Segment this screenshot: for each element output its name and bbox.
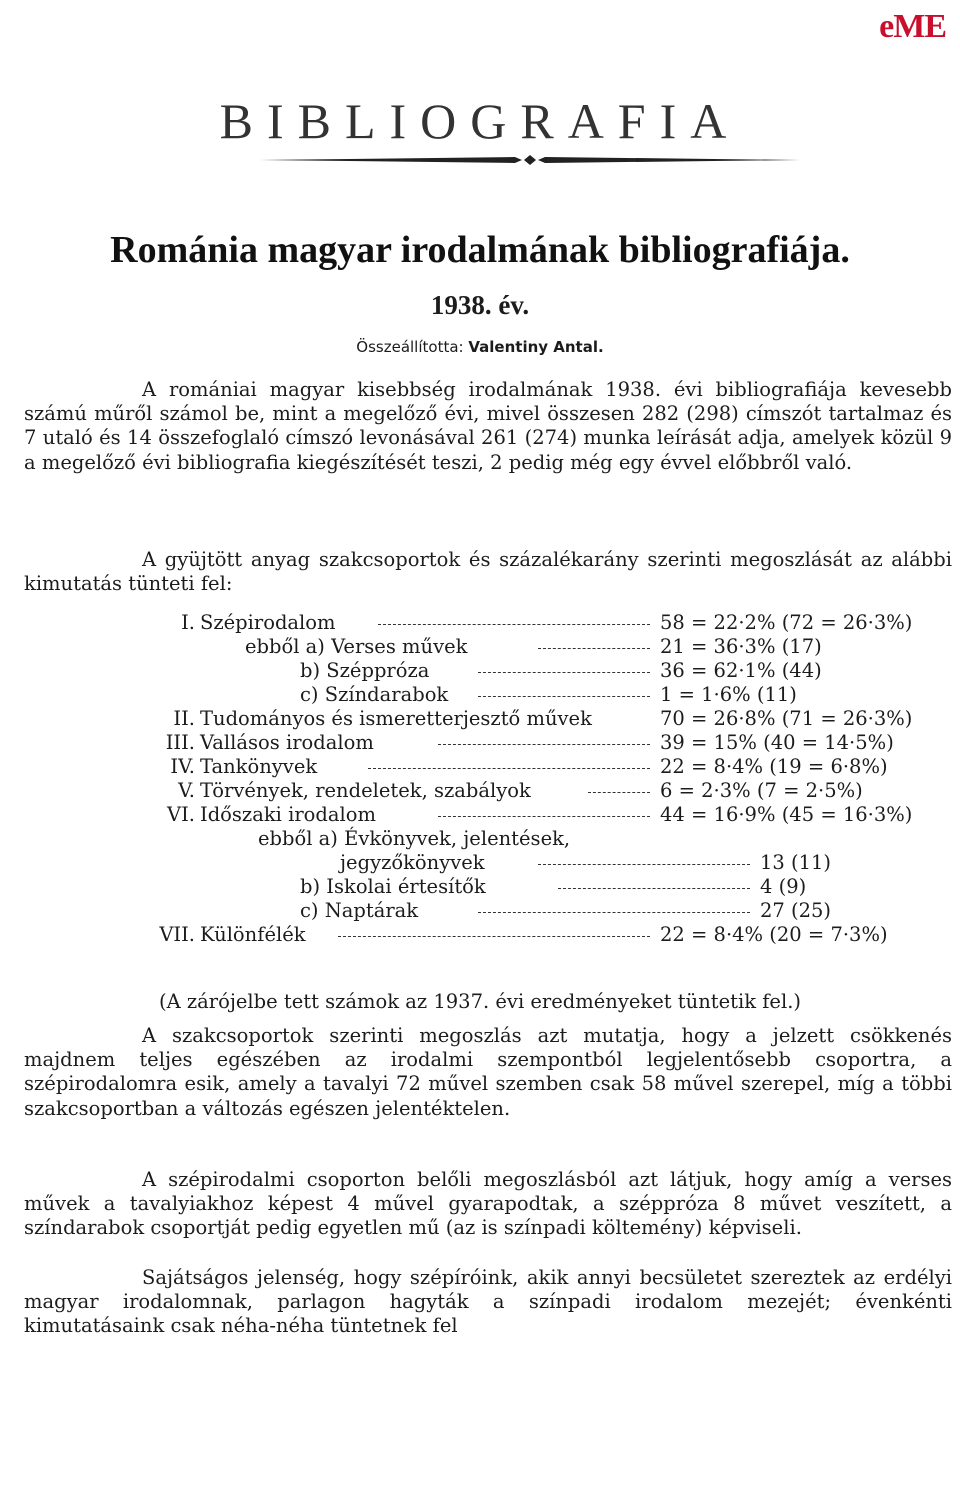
row-label: c) Színdarabok xyxy=(300,683,449,706)
table-row xyxy=(0,707,960,731)
paragraph-4: A szépirodalmi csoporton belőli megoszlásból azt látjuk, hogy amíg a verses művek a tavalyiakhoz képest 4 művel gyarapodtak, a széppróza 8 művet veszített, a színdarabok csoportját pedig egyetlen mű (az is színpadi költemény) képviseli. xyxy=(24,1168,952,1240)
ornamental-rule xyxy=(260,154,800,166)
row-value: 70 = 26·8% (71 = 26·3%) xyxy=(660,707,913,730)
row-label: ebből a) Évkönyvek, jelentések, xyxy=(258,827,571,850)
row-value: 44 = 16·9% (45 = 16·3%) xyxy=(660,803,913,826)
leader-dashes xyxy=(438,816,650,817)
row-number: III. xyxy=(165,731,195,754)
row-value: 22 = 8·4% (19 = 6·8%) xyxy=(660,755,888,778)
row-label: Törvények, rendeletek, szabályok xyxy=(200,779,531,802)
row-label: Tudományos és ismeretterjesztő művek xyxy=(200,707,592,730)
leader-dashes xyxy=(538,648,650,649)
row-value: 22 = 8·4% (20 = 7·3%) xyxy=(660,923,888,946)
row-label: b) Iskolai értesítők xyxy=(300,875,486,898)
row-value: 39 = 15% (40 = 14·5%) xyxy=(660,731,894,754)
table-row xyxy=(0,827,960,851)
row-label: b) Széppróza xyxy=(300,659,430,682)
row-number: I. xyxy=(181,611,195,634)
table-row xyxy=(0,923,960,947)
leader-dashes xyxy=(588,792,650,793)
leader-dashes xyxy=(478,672,650,673)
table-row xyxy=(0,755,960,779)
row-value: 1 = 1·6% (11) xyxy=(660,683,797,706)
leader-dashes xyxy=(438,744,650,745)
table-row xyxy=(0,803,960,827)
leader-dashes xyxy=(558,888,750,889)
row-value: 27 (25) xyxy=(760,899,832,922)
row-value: 4 (9) xyxy=(760,875,807,898)
paragraph-5: Sajátságos jelenség, hogy szépíróink, akik annyi becsületet szereztek az erdélyi magyar irodalomnak, parlagon hagyták a színpadi irodalom mezejét; évenkénti kimutatásaink csak néha-néha tüntetnek fel xyxy=(24,1266,952,1338)
table-note: (A zárójelbe tett számok az 1937. évi eredményeket tüntetik fel.) xyxy=(158,990,802,1013)
compiler-name: Valentiny Antal. xyxy=(468,338,604,356)
row-number: VII. xyxy=(159,923,195,946)
table-row xyxy=(0,611,960,635)
row-label: Vallásos irodalom xyxy=(200,731,374,754)
table-row xyxy=(0,659,960,683)
table-row xyxy=(0,731,960,755)
table-row xyxy=(0,875,960,899)
row-value: 36 = 62·1% (44) xyxy=(660,659,822,682)
row-label: jegyzőkönyvek xyxy=(340,851,485,874)
paragraph-3: A szakcsoportok szerinti megoszlás azt mutatja, hogy a jelzett csökkenés majdnem teljes egészében az irodalmi szempontból legjelentősebb csoportra, a szépirodalomra esik, amely a tavalyi 72 művel szemben csak 58 művel szerepel, míg a többi szakcsoportban a változás egészen jelentéktelen. xyxy=(24,1024,952,1120)
row-label: Szépirodalom xyxy=(200,611,336,634)
table-row xyxy=(0,779,960,803)
leader-dashes xyxy=(368,768,650,769)
leader-dashes xyxy=(478,696,650,697)
leader-dashes xyxy=(378,624,650,625)
row-label: Tankönyvek xyxy=(200,755,318,778)
row-label: Különfélék xyxy=(200,923,306,946)
table-row xyxy=(0,851,960,875)
row-value: 6 = 2·3% (7 = 2·5%) xyxy=(660,779,863,802)
section-header: BIBLIOGRAFIA xyxy=(219,93,741,149)
article-title: Románia magyar irodalmának bibliografiája. xyxy=(110,229,850,271)
row-number: V. xyxy=(178,779,195,802)
row-value: 58 = 22·2% (72 = 26·3%) xyxy=(660,611,913,634)
row-number: II. xyxy=(173,707,195,730)
row-number: VI. xyxy=(167,803,195,826)
leader-dashes xyxy=(478,912,750,913)
row-value: 21 = 36·3% (17) xyxy=(660,635,822,658)
publisher-logo: eME xyxy=(879,8,946,45)
table-row xyxy=(0,635,960,659)
intro-paragraph-2: A gyüjtött anyag szakcsoportok és százalékarány szerinti megoszlását az alábbi kimutatás tünteti fel: xyxy=(24,548,952,596)
leader-dashes xyxy=(338,936,650,937)
leader-dashes xyxy=(538,864,750,865)
row-value: 13 (11) xyxy=(760,851,832,874)
intro-paragraph: A romániai magyar kisebbség irodalmának 1938. évi bibliografiája kevesebb számú műről számol be, mint a megelőző évi, mivel összesen 282 (298) címszót tartalmaz és 7 utaló és 14 összefoglaló címszó levonásával 261 (274) munka leírását adja, amelyek közül 9 a megelőző évi bibliografia kiegészítését teszi, 2 pedig még egy évvel előbbről való. xyxy=(24,378,952,474)
table-row xyxy=(0,683,960,707)
year-heading: 1938. év. xyxy=(430,290,530,320)
table-row xyxy=(0,899,960,923)
row-label: c) Naptárak xyxy=(300,899,419,922)
row-number: IV. xyxy=(170,755,195,778)
row-label: ebből a) Verses művek xyxy=(245,635,468,658)
compiled-label: Összeállította: xyxy=(356,338,464,356)
row-label: Időszaki irodalom xyxy=(200,803,376,826)
compiled-by xyxy=(0,338,960,356)
